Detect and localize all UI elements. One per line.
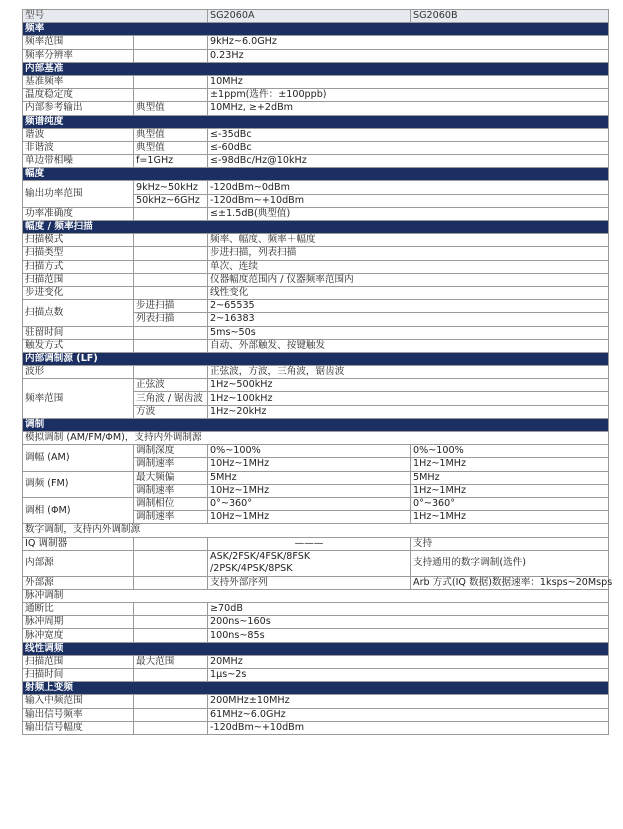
row-label: 温度稳定度 — [23, 89, 134, 102]
row-note: 脉冲调制 — [23, 589, 609, 602]
row-value: 0.23Hz — [208, 49, 609, 62]
row-label: 扫描点数 — [23, 300, 134, 326]
row-value-b: 支持 — [411, 537, 609, 550]
section-title-sweep: 幅度 / 频率扫描 — [23, 221, 609, 234]
row-value-a: 0%~100% — [208, 445, 411, 458]
row-label: 触发方式 — [23, 339, 134, 352]
row-label: 内部参考输出 — [23, 102, 134, 115]
table-row — [23, 89, 609, 102]
header-model-a: SG2060A — [208, 10, 411, 23]
section-title-purity: 频谱纯度 — [23, 115, 609, 128]
table-row — [23, 445, 609, 458]
row-value: 100ns~85s — [208, 629, 609, 642]
row-value: 1μs~2s — [208, 669, 609, 682]
row-label: 调幅 (AM) — [23, 445, 134, 471]
section-header — [23, 352, 609, 365]
row-condition: 50kHz~6GHz — [134, 194, 208, 207]
row-condition: 方波 — [134, 405, 208, 418]
row-value-b: 0%~100% — [411, 445, 609, 458]
row-value: ≤-98dBc/Hz@10kHz — [208, 155, 609, 168]
table-row — [23, 537, 609, 550]
table-row — [23, 379, 609, 392]
table-row — [23, 181, 609, 194]
row-value-a: 10Hz~1MHz — [208, 458, 411, 471]
row-value-b: 1Hz~1MHz — [411, 484, 609, 497]
row-value-a: 0°~360° — [208, 497, 411, 510]
internal-source-line-1: ASK/2FSK/4FSK/8FSK — [210, 551, 311, 563]
row-value: 1Hz~500kHz — [208, 379, 609, 392]
row-condition: 典型值 — [134, 128, 208, 141]
row-value: 10MHz, ≥+2dBm — [208, 102, 609, 115]
row-value: -120dBm~0dBm — [208, 181, 609, 194]
row-label: 频率分辨率 — [23, 49, 134, 62]
section-header — [23, 682, 609, 695]
section-header — [23, 115, 609, 128]
row-label: 单边带相噪 — [23, 155, 134, 168]
row-value: 9kHz~6.0GHz — [208, 36, 609, 49]
row-value: -120dBm~+10dBm — [208, 194, 609, 207]
row-condition: 9kHz~50kHz — [134, 181, 208, 194]
row-label: 谐波 — [23, 128, 134, 141]
row-label: 扫描时间 — [23, 669, 134, 682]
row-value: 2~65535 — [208, 300, 609, 313]
row-value: 2~16383 — [208, 313, 609, 326]
row-value: 61MHz~6.0GHz — [208, 708, 609, 721]
row-value: 频率、幅度、频率＋幅度 — [208, 234, 609, 247]
row-condition: 正弦波 — [134, 379, 208, 392]
row-note: 数字调制，支持内外调制源 — [23, 524, 609, 537]
section-title-amp: 幅度 — [23, 168, 609, 181]
section-header — [23, 23, 609, 36]
table-row — [23, 155, 609, 168]
table-row — [23, 471, 609, 484]
row-value-b: Arb 方式(IQ 数据)数据速率：1ksps~20Msps — [411, 576, 609, 589]
row-label: 扫描方式 — [23, 260, 134, 273]
table-row — [23, 339, 609, 352]
row-label: 输出功率范围 — [23, 181, 134, 207]
row-label: 通断比 — [23, 603, 134, 616]
row-value: 20MHz — [208, 655, 609, 668]
table-row — [23, 655, 609, 668]
row-label: 频率范围 — [23, 379, 134, 419]
table-row — [23, 589, 609, 602]
section-title-mod: 调制 — [23, 418, 609, 431]
table-row — [23, 550, 609, 576]
section-header — [23, 642, 609, 655]
row-label: 调频 (FM) — [23, 471, 134, 497]
row-value-a: 5MHz — [208, 471, 411, 484]
table-row — [23, 128, 609, 141]
row-label: 内部源 — [23, 550, 134, 576]
section-title-lf: 内部调制源 (LF) — [23, 352, 609, 365]
table-row — [23, 141, 609, 154]
row-label: 基准频率 — [23, 75, 134, 88]
row-label: 功率准确度 — [23, 207, 134, 220]
row-value-b: 0°~360° — [411, 497, 609, 510]
table-row — [23, 36, 609, 49]
table-row — [23, 669, 609, 682]
row-value: ≤-35dBc — [208, 128, 609, 141]
row-label: 脉冲周期 — [23, 616, 134, 629]
row-value: ≤±1.5dB(典型值) — [208, 207, 609, 220]
table-row — [23, 326, 609, 339]
table-row — [23, 576, 609, 589]
row-note: 模拟调制 (AM/FM/ΦM)，支持内外调制源 — [23, 432, 609, 445]
table-row — [23, 260, 609, 273]
row-condition: 调制深度 — [134, 445, 208, 458]
table-row — [23, 432, 609, 445]
row-value: -120dBm~+10dBm — [208, 721, 609, 734]
row-value-a — [208, 550, 411, 576]
spec-table — [22, 9, 613, 735]
row-label: 扫描范围 — [23, 273, 134, 286]
table-row — [23, 497, 609, 510]
table-row — [23, 286, 609, 299]
table-row — [23, 273, 609, 286]
row-value: 正弦波，方波，三角波，锯齿波 — [208, 366, 609, 379]
table-row — [23, 207, 609, 220]
table-row — [23, 102, 609, 115]
row-label: 驻留时间 — [23, 326, 134, 339]
row-value: 200MHz±10MHz — [208, 695, 609, 708]
section-header — [23, 221, 609, 234]
row-label: 输入中频范围 — [23, 695, 134, 708]
section-title-freq: 频率 — [23, 23, 609, 36]
row-value-b: 1Hz~1MHz — [411, 458, 609, 471]
row-label: 脉冲宽度 — [23, 629, 134, 642]
row-condition: 调制速率 — [134, 484, 208, 497]
row-value: ≥70dB — [208, 603, 609, 616]
row-condition: 调制速率 — [134, 458, 208, 471]
row-label: 扫描范围 — [23, 655, 134, 668]
table-row — [23, 695, 609, 708]
row-label: 波形 — [23, 366, 134, 379]
row-value-b: 1Hz~1MHz — [411, 511, 609, 524]
row-condition: f=1GHz — [134, 155, 208, 168]
table-row — [23, 366, 609, 379]
row-label: 扫描模式 — [23, 234, 134, 247]
row-value: ±1ppm(选件：±100ppb) — [208, 89, 609, 102]
internal-source-line-2: /2PSK/4PSK/8PSK — [210, 563, 293, 575]
row-value: 步进扫描，列表扫描 — [208, 247, 609, 260]
row-condition: 典型值 — [134, 141, 208, 154]
row-condition: 三角波 / 锯齿波 — [134, 392, 208, 405]
header-model-b: SG2060B — [411, 10, 609, 23]
row-label: IQ 调制器 — [23, 537, 134, 550]
table-row — [23, 300, 609, 313]
row-condition: 典型值 — [134, 102, 208, 115]
section-title-ref: 内部基准 — [23, 62, 609, 75]
row-value-b: 支持通用的数字调制(选件) — [411, 550, 609, 576]
row-value: 单次、连续 — [208, 260, 609, 273]
row-condition: 最大频偏 — [134, 471, 208, 484]
section-header — [23, 62, 609, 75]
row-value: 仪器幅度范围内 / 仪器频率范围内 — [208, 273, 609, 286]
table-row — [23, 629, 609, 642]
row-value: 200ns~160s — [208, 616, 609, 629]
header-model-label: 型号 — [23, 10, 208, 23]
row-label: 外部源 — [23, 576, 134, 589]
table-row — [23, 524, 609, 537]
row-value: 自动、外部触发、按键触发 — [208, 339, 609, 352]
table-row — [23, 75, 609, 88]
row-label: 调相 (ΦM) — [23, 497, 134, 523]
row-condition: 调制相位 — [134, 497, 208, 510]
row-value-b: 5MHz — [411, 471, 609, 484]
table-row — [23, 616, 609, 629]
row-value: 10MHz — [208, 75, 609, 88]
row-value-a: 支持外部序列 — [208, 576, 411, 589]
table-header-row — [23, 10, 609, 23]
row-value-a: 10Hz~1MHz — [208, 484, 411, 497]
row-value-a: 10Hz~1MHz — [208, 511, 411, 524]
row-value: ≤-60dBc — [208, 141, 609, 154]
row-label: 扫描类型 — [23, 247, 134, 260]
table-row — [23, 603, 609, 616]
row-condition: 步进扫描 — [134, 300, 208, 313]
row-condition: 最大范围 — [134, 655, 208, 668]
row-value-a: ——— — [208, 537, 411, 550]
section-title-linear: 线性调频 — [23, 642, 609, 655]
section-header — [23, 418, 609, 431]
row-condition: 列表扫描 — [134, 313, 208, 326]
row-label: 输出信号频率 — [23, 708, 134, 721]
table-row — [23, 721, 609, 734]
row-label: 频率范围 — [23, 36, 134, 49]
section-header — [23, 168, 609, 181]
table-row — [23, 708, 609, 721]
row-condition: 调制速率 — [134, 511, 208, 524]
table-row — [23, 234, 609, 247]
row-label: 输出信号幅度 — [23, 721, 134, 734]
table-row — [23, 247, 609, 260]
row-value: 5ms~50s — [208, 326, 609, 339]
row-value: 1Hz~100kHz — [208, 392, 609, 405]
row-label: 步进变化 — [23, 286, 134, 299]
row-value: 线性变化 — [208, 286, 609, 299]
row-value: 1Hz~20kHz — [208, 405, 609, 418]
table-row — [23, 49, 609, 62]
section-title-rf: 射频上变频 — [23, 682, 609, 695]
row-label: 非谐波 — [23, 141, 134, 154]
